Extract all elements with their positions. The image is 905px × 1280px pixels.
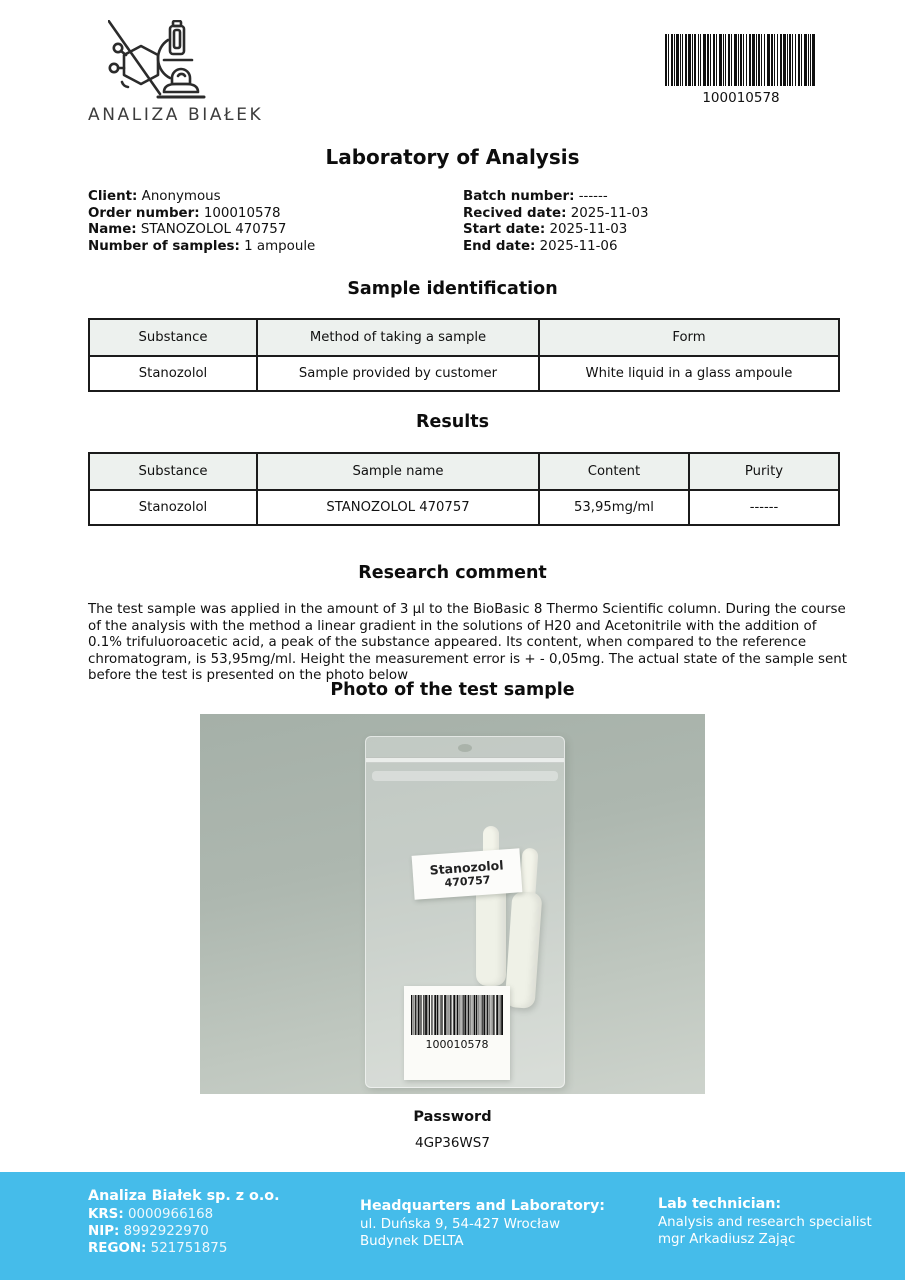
order-barcode [665,34,817,106]
table-row [89,490,839,525]
cell-content: 53,95mg/ml [539,490,689,525]
table-header-row [89,453,839,490]
info-line-client: Client: Anonymous [88,189,221,204]
footer-hq-title: Headquarters and Laboratory: [360,1198,606,1214]
sample-barcode-number: 100010578 [425,1038,489,1051]
cell-substance: Stanozolol [89,356,257,391]
bag-zip-seal [366,757,564,763]
order-barcode-number: 100010578 [702,90,780,106]
table-header-row [89,319,839,356]
cell-purity: ------ [689,490,839,525]
info-line-order-number: Order number: 100010578 [88,205,281,221]
footer-regon: REGON: 521751875 [88,1241,228,1256]
footer-lab-technician [658,1196,872,1248]
cell-method: Sample provided by customer [257,356,539,391]
col-substance: Substance [89,453,257,490]
order-info-right [463,189,649,255]
info-line-batch: Batch number: ------ [463,189,608,204]
info-line-received: Recived date: 2025-11-03 [463,205,649,221]
results-heading: Results [416,412,489,432]
company-logo [88,20,264,125]
footer-headquarters [360,1198,605,1250]
barcode-icon [411,995,503,1035]
footer-company-name: Analiza Białek sp. z o.o. [88,1188,280,1204]
results-table [88,452,840,526]
cell-sample-name: STANOZOLOL 470757 [257,490,539,525]
sample-identification-table [88,318,840,392]
footer [0,1172,905,1280]
research-comment-heading: Research comment [358,563,547,583]
sample-barcode-label [404,986,510,1080]
password-label: Password [413,1109,492,1125]
info-line-start: Start date: 2025-11-03 [463,222,628,238]
footer-tech-name: mgr Arkadiusz Zając [658,1232,796,1247]
info-line-name: Name: STANOZOLOL 470757 [88,222,287,238]
info-line-samples: Number of samples: 1 ampoule [88,238,316,254]
company-logo-text: ANALIZA BIAŁEK [88,105,264,125]
page-title: Laboratory of Analysis [325,145,580,169]
footer-tech-role: Analysis and research specialist [658,1215,872,1230]
footer-tech-title: Lab technician: [658,1196,782,1212]
barcode-icon [665,34,815,86]
sample-name-label: Stanozolol 470757 [412,848,523,899]
sample-identification-heading: Sample identification [347,279,558,299]
col-form: Form [539,319,839,356]
bag-hang-hole [458,744,472,752]
order-info-left [88,189,315,255]
col-sample-name: Sample name [257,453,539,490]
sample-photo [200,714,705,1094]
cell-substance: Stanozolol [89,490,257,525]
footer-hq-building: Budynek DELTA [360,1234,464,1249]
password-value: 4GP36WS7 [415,1135,490,1151]
molecule-microscope-icon [108,20,220,100]
col-substance: Substance [89,319,257,356]
col-purity: Purity [689,453,839,490]
info-line-end: End date: 2025-11-06 [463,238,618,254]
cell-form: White liquid in a glass ampoule [539,356,839,391]
research-comment-text: The test sample was applied in the amount of 3 μl to the BioBasic 8 Thermo Scientific column. During the course of the analysis with the method a linear gradient in the solutions of H20 and Acetonitrile with the addition of 0.1% trifuluoroacetic acid, a peak of the substance appeared. Its content, when compared to the reference chromatogram, is 53,95mg/ml. Height the measurement error is + - 0,05mg. The actual state of the sample sent before the test is presented on the photo below [88,602,847,683]
footer-krs: KRS: 0000966168 [88,1207,214,1222]
footer-company-info [88,1188,280,1257]
table-row [89,356,839,391]
footer-hq-address: ul. Duńska 9, 54-427 Wrocław [360,1217,561,1232]
bag-fold [372,771,558,781]
footer-nip: NIP: 8992922970 [88,1224,209,1239]
col-method: Method of taking a sample [257,319,539,356]
photo-heading: Photo of the test sample [330,680,575,700]
col-content: Content [539,453,689,490]
